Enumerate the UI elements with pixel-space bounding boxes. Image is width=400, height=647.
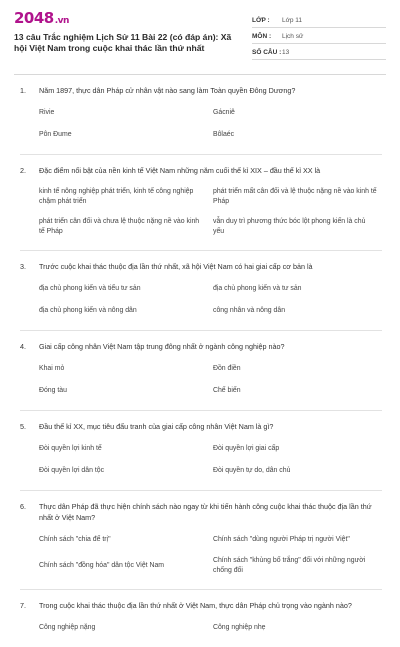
meta-info [252,12,386,60]
answer-option[interactable]: kinh tế nông nghiệp phát triển, kinh tế công nghiệp chậm phát triển [39,188,194,205]
question-text: Năm 1897, thực dân Pháp cử nhân vật nào sang làm Toàn quyền Đông Dương? [39,86,296,95]
answer-option[interactable]: Công nghiệp nhẹ [213,624,266,631]
answer-options [20,358,382,402]
meta-label: LỚP : [252,17,270,24]
answer-options [20,102,382,146]
answer-option[interactable]: Pôn Đume [39,131,72,138]
logo-main-text: 2048 [14,9,54,27]
question-number: 3. [20,262,26,271]
answer-option[interactable]: Đòi quyền lợi kinh tế [39,445,102,452]
answer-option[interactable]: phát triển cân đối và chưa lệ thuộc nặng nề vào kinh tế Pháp [39,218,200,235]
page-title: 13 câu Trắc nghiệm Lịch Sử 11 Bài 22 (có đáp án): Xã hội Việt Nam trong cuộc khai thác lần thứ nhất [14,32,232,53]
answer-option[interactable]: Công nghiệp nặng [39,624,96,631]
answer-options [20,529,382,581]
question-item [20,331,382,411]
page-header [0,0,400,66]
question-item [20,155,382,251]
answer-option[interactable]: Chính sách "dùng người Pháp trị người Việt" [213,536,350,543]
answer-option[interactable]: Đòi quyền tự do, dân chủ [213,467,291,474]
question-item [20,590,382,647]
meta-value: Lịch sử [282,33,304,40]
question-line [20,421,382,432]
answer-option[interactable]: Chính sách "chia để trị" [39,536,111,543]
question-line [20,165,382,176]
question-number: 6. [20,502,26,511]
answer-option[interactable]: Rivie [39,109,55,116]
answer-option[interactable]: Gácniê [213,109,235,116]
answer-option[interactable]: phát triển mất cân đối và lệ thuộc nặng nề vào kinh tế Pháp [213,188,377,205]
question-line [20,261,382,272]
answer-option[interactable]: địa chủ phong kiến và tiểu tư sản [39,285,141,292]
answer-option[interactable]: địa chủ phong kiến và nông dân [39,307,137,314]
question-item [20,491,382,590]
question-text: Thực dân Pháp đã thực hiện chính sách nào ngay từ khi tiến hành công cuộc khai thác thuộc địa lần thứ nhất ở Việt Nam? [39,502,372,522]
question-item [20,411,382,491]
answer-option[interactable]: Chính sách "khủng bố trắng" đối với những người chống đối [213,557,366,574]
question-text: Trước cuộc khai thác thuộc địa lần thứ nhất, xã hội Việt Nam có hai giai cấp cơ bản là [39,262,313,271]
meta-label: SỐ CÂU : [252,49,282,56]
question-item [20,75,382,155]
question-number: 5. [20,422,26,431]
site-logo[interactable] [14,9,69,27]
question-number: 7. [20,601,26,610]
question-line [20,600,382,611]
question-text: Trong cuộc khai thác thuộc địa lần thứ nhất ở Việt Nam, thực dân Pháp chủ trọng vào ngành nào? [39,601,352,610]
question-text: Đầu thế kỉ XX, mục tiêu đấu tranh của giai cấp công nhân Việt Nam là gì? [39,422,274,431]
question-list [0,75,400,647]
meta-row-subject [252,28,386,44]
answer-options [20,182,382,242]
meta-label: MÔN : [252,33,272,40]
logo-suffix-text: .vn [54,16,69,26]
answer-option[interactable]: Chính sách "đồng hóa" dân tộc Việt Nam [39,562,165,569]
answer-options [20,278,382,322]
answer-option[interactable]: Đòi quyền lợi giai cấp [213,445,280,452]
question-line [20,85,382,96]
question-text: Giai cấp công nhân Việt Nam tập trung đông nhất ở ngành công nghiệp nào? [39,342,285,351]
answer-option[interactable]: công nhân và nông dân [213,307,286,314]
question-item [20,251,382,331]
answer-option[interactable]: vẫn duy trì phương thức bóc lột phong kiến là chủ yếu [213,218,366,235]
answer-option[interactable]: Đòi quyền lợi dân tộc [39,467,105,474]
question-number: 2. [20,166,26,175]
answer-option[interactable]: Đồn điền [213,365,241,372]
answer-options [20,438,382,482]
question-number: 1. [20,86,26,95]
question-text: Đặc điểm nổi bật của nền kinh tế Việt Nam những năm cuối thế kỉ XIX – đầu thế kỉ XX là [39,166,321,175]
answer-option[interactable]: Khai mỏ [39,365,65,372]
question-line [20,341,382,352]
answer-option[interactable]: Đóng tàu [39,387,67,394]
question-line [20,501,382,523]
meta-row-grade [252,12,386,28]
meta-value: 13 [282,49,290,56]
answer-options [20,617,382,639]
answer-option[interactable]: Bôlaéc [213,131,235,138]
meta-value: Lớp 11 [282,17,303,24]
meta-row-count [252,44,386,60]
question-number: 4. [20,342,26,351]
answer-option[interactable]: địa chủ phong kiến và tư sản [213,285,302,292]
answer-option[interactable]: Chế biến [213,387,241,394]
